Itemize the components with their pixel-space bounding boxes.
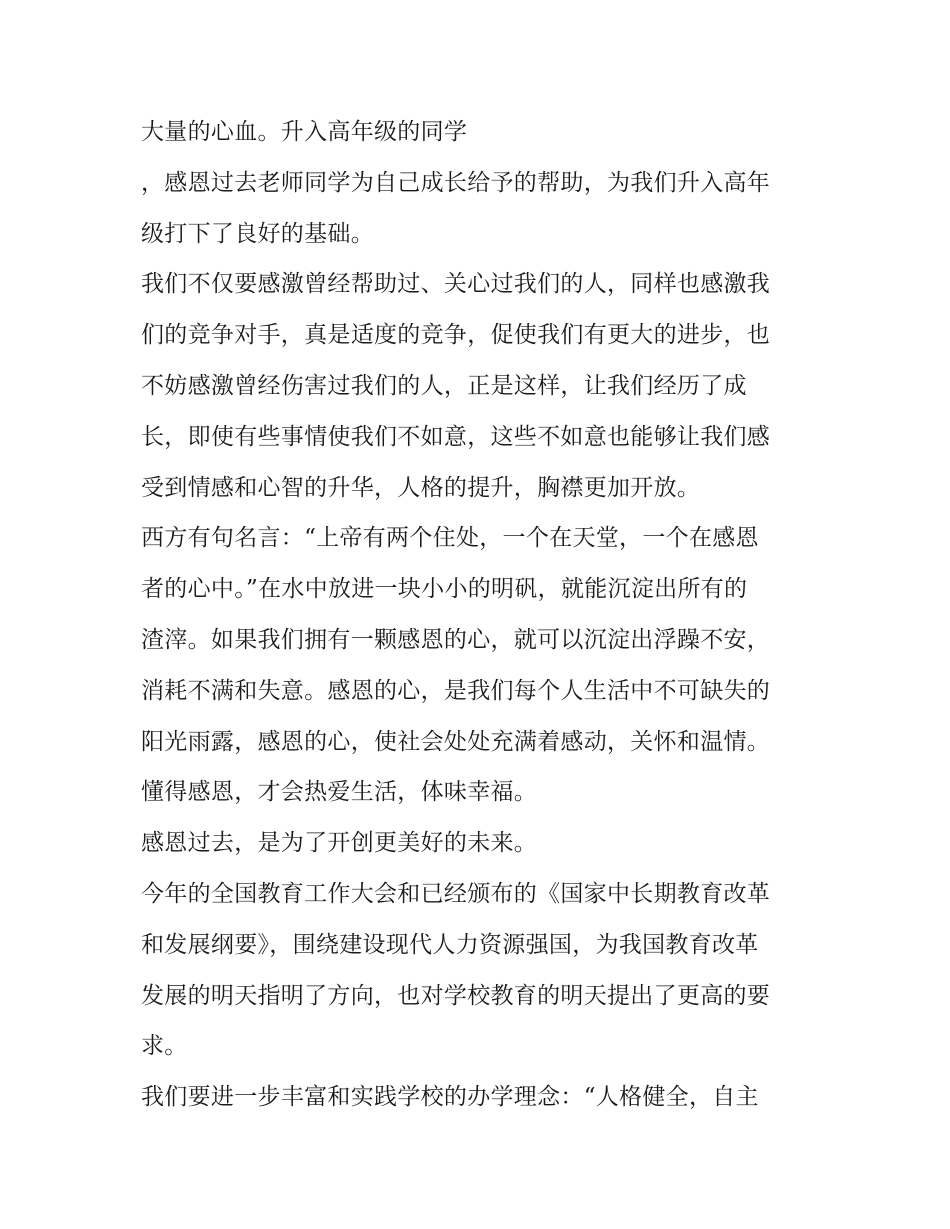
text-line: 级打下了良好的基础。	[141, 220, 374, 247]
text-line: ，感恩过去老师同学为自己成长给予的帮助，为我们升入高年	[141, 169, 771, 196]
text-line: 发展的明天指明了方向，也对学校教育的明天提出了更高的要	[141, 982, 771, 1009]
text-line: 今年的全国教育工作大会和已经颁布的《国家中长期教育改革	[141, 880, 771, 907]
text-line: 西方有句名言：“上帝有两个住处，一个在天堂，一个在感恩	[141, 525, 759, 552]
text-line: 感恩过去，是为了开创更美好的未来。	[141, 830, 538, 857]
text-line: 消耗不满和失意。感恩的心，是我们每个人生活中不可缺失的	[141, 677, 771, 704]
text-line: 们的竞争对手，真是适度的竞争，促使我们有更大的进步，也	[141, 322, 771, 349]
text-line: 受到情感和心智的升华，人格的提升，胸襟更加开放。	[141, 474, 701, 501]
text-line: 渣滓。如果我们拥有一颗感恩的心，就可以沉淀出浮躁不安，	[141, 626, 771, 653]
body-text	[141, 107, 821, 1123]
text-line: 长，即使有些事情使我们不如意，这些不如意也能够让我们感	[141, 423, 771, 450]
text-line: 和发展纲要》，围绕建设现代人力资源强国，为我国教育改革	[141, 931, 759, 958]
text-line: 者的心中。”在水中放进一块小小的明矾，就能沉淀出所有的	[141, 576, 748, 603]
text-line: 阳光雨露，感恩的心，使社会处处充满着感动，关怀和温情。	[141, 728, 771, 755]
text-line: 我们要进一步丰富和实践学校的办学理念：“人格健全，自主	[141, 1084, 759, 1111]
text-line: 不妨感激曾经伤害过我们的人，正是这样，让我们经历了成	[141, 372, 747, 399]
text-line: 我们不仅要感激曾经帮助过、关心过我们的人，同样也感激我	[141, 271, 771, 298]
text-line: 懂得感恩，才会热爱生活，体味幸福。	[141, 779, 538, 806]
text-line: 大量的心血。升入高年级的同学	[141, 119, 468, 145]
text-line: 求。	[141, 1033, 188, 1060]
